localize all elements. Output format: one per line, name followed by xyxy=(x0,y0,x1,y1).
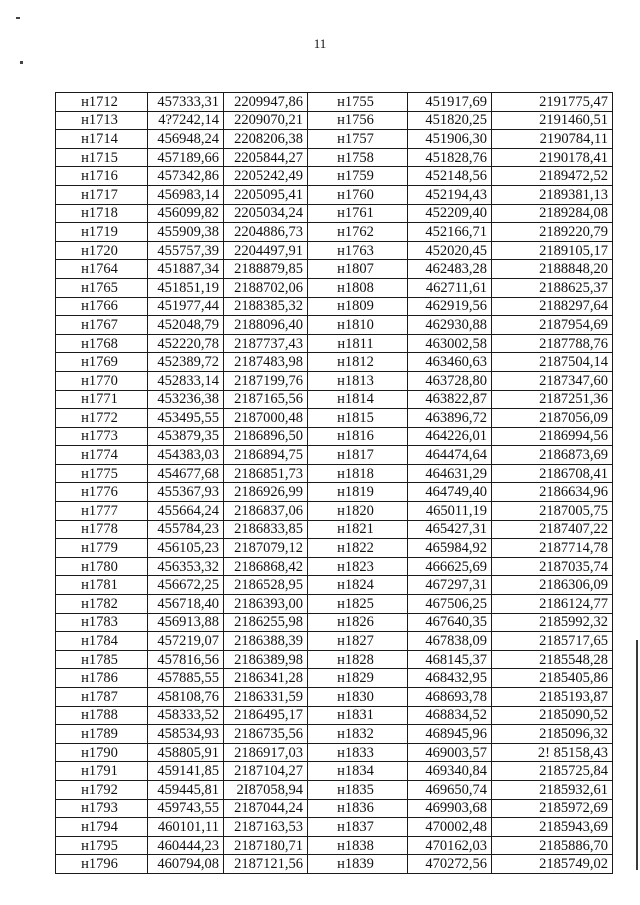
y-coordinate-cell: 2186331,59 xyxy=(224,688,308,707)
table-row xyxy=(56,446,613,465)
x-coordinate-cell: 464474,64 xyxy=(408,446,492,465)
point-id-cell: н1720 xyxy=(56,241,148,260)
table-row xyxy=(56,409,613,428)
point-id-cell: н1786 xyxy=(56,669,148,688)
y-coordinate-cell: 2186917,03 xyxy=(224,743,308,762)
point-id-cell: н1778 xyxy=(56,520,148,539)
point-id-cell: н1717 xyxy=(56,185,148,204)
y-coordinate-cell: 2187121,56 xyxy=(224,855,308,874)
page-number: 11 xyxy=(313,36,327,51)
point-id-cell: н1762 xyxy=(308,223,408,242)
x-coordinate-cell: 464749,40 xyxy=(408,483,492,502)
scan-speck xyxy=(20,61,23,64)
y-coordinate-cell: 2189284,08 xyxy=(492,204,613,223)
point-id-cell: н1792 xyxy=(56,780,148,799)
y-coordinate-cell: 2187165,56 xyxy=(224,390,308,409)
y-coordinate-cell: 2187035,74 xyxy=(492,557,613,576)
point-id-cell: н1767 xyxy=(56,316,148,335)
point-id-cell: н1759 xyxy=(308,167,408,186)
table-row xyxy=(56,390,613,409)
x-coordinate-cell: 465011,19 xyxy=(408,502,492,521)
y-coordinate-cell: 2186341,28 xyxy=(224,669,308,688)
point-id-cell: н1790 xyxy=(56,743,148,762)
x-coordinate-cell: 456099,82 xyxy=(148,204,224,223)
x-coordinate-cell: 460101,11 xyxy=(148,818,224,837)
y-coordinate-cell: 2209947,86 xyxy=(224,93,308,112)
x-coordinate-cell: 454677,68 xyxy=(148,464,224,483)
point-id-cell: н1796 xyxy=(56,855,148,874)
x-coordinate-cell: 460444,23 xyxy=(148,836,224,855)
y-coordinate-cell: 2186833,85 xyxy=(224,520,308,539)
x-coordinate-cell: 468945,96 xyxy=(408,725,492,744)
y-coordinate-cell: 2189472,52 xyxy=(492,167,613,186)
y-coordinate-cell: 2186389,98 xyxy=(224,650,308,669)
y-coordinate-cell: 2209070,21 xyxy=(224,111,308,130)
x-coordinate-cell: 456983,14 xyxy=(148,185,224,204)
y-coordinate-cell: 2I87058,94 xyxy=(224,780,308,799)
point-id-cell: н1780 xyxy=(56,557,148,576)
point-id-cell: н1775 xyxy=(56,464,148,483)
x-coordinate-cell: 452833,14 xyxy=(148,371,224,390)
y-coordinate-cell: 2187737,43 xyxy=(224,334,308,353)
point-id-cell: н1758 xyxy=(308,148,408,167)
y-coordinate-cell: 2186735,56 xyxy=(224,725,308,744)
x-coordinate-cell: 465984,92 xyxy=(408,539,492,558)
table-row xyxy=(56,595,613,614)
y-coordinate-cell: 2185972,69 xyxy=(492,799,613,818)
x-coordinate-cell: 452048,79 xyxy=(148,316,224,335)
y-coordinate-cell: 2187954,69 xyxy=(492,316,613,335)
x-coordinate-cell: 457816,56 xyxy=(148,650,224,669)
table-row xyxy=(56,427,613,446)
x-coordinate-cell: 459445,81 xyxy=(148,780,224,799)
x-coordinate-cell: 463728,80 xyxy=(408,371,492,390)
y-coordinate-cell: 2186868,42 xyxy=(224,557,308,576)
point-id-cell: н1766 xyxy=(56,297,148,316)
table-row xyxy=(56,204,613,223)
x-coordinate-cell: 451906,30 xyxy=(408,130,492,149)
x-coordinate-cell: 469340,84 xyxy=(408,762,492,781)
x-coordinate-cell: 462711,61 xyxy=(408,278,492,297)
y-coordinate-cell: 2187180,71 xyxy=(224,836,308,855)
point-id-cell: н1829 xyxy=(308,669,408,688)
table-row xyxy=(56,725,613,744)
point-id-cell: н1824 xyxy=(308,576,408,595)
point-id-cell: н1785 xyxy=(56,650,148,669)
y-coordinate-cell: 2! 85158,43 xyxy=(492,743,613,762)
x-coordinate-cell: 451917,69 xyxy=(408,93,492,112)
point-id-cell: н1784 xyxy=(56,632,148,651)
y-coordinate-cell: 2186837,06 xyxy=(224,502,308,521)
x-coordinate-cell: 469903,68 xyxy=(408,799,492,818)
table-row xyxy=(56,539,613,558)
y-coordinate-cell: 2187000,48 xyxy=(224,409,308,428)
y-coordinate-cell: 2189381,13 xyxy=(492,185,613,204)
y-coordinate-cell: 2185193,87 xyxy=(492,688,613,707)
x-coordinate-cell: 456718,40 xyxy=(148,595,224,614)
point-id-cell: н1781 xyxy=(56,576,148,595)
table-row xyxy=(56,297,613,316)
x-coordinate-cell: 469003,57 xyxy=(408,743,492,762)
x-coordinate-cell: 458108,76 xyxy=(148,688,224,707)
x-coordinate-cell: 470272,56 xyxy=(408,855,492,874)
y-coordinate-cell: 2185090,52 xyxy=(492,706,613,725)
x-coordinate-cell: 456672,25 xyxy=(148,576,224,595)
point-id-cell: н1821 xyxy=(308,520,408,539)
y-coordinate-cell: 2187199,76 xyxy=(224,371,308,390)
x-coordinate-cell: 467640,35 xyxy=(408,613,492,632)
point-id-cell: н1713 xyxy=(56,111,148,130)
x-coordinate-cell: 455664,24 xyxy=(148,502,224,521)
x-coordinate-cell: 458805,91 xyxy=(148,743,224,762)
table-row xyxy=(56,743,613,762)
point-id-cell: н1832 xyxy=(308,725,408,744)
point-id-cell: н1820 xyxy=(308,502,408,521)
point-id-cell: н1822 xyxy=(308,539,408,558)
y-coordinate-cell: 2185992,32 xyxy=(492,613,613,632)
y-coordinate-cell: 2187056,09 xyxy=(492,409,613,428)
point-id-cell: н1765 xyxy=(56,278,148,297)
x-coordinate-cell: 463822,87 xyxy=(408,390,492,409)
x-coordinate-cell: 462930,88 xyxy=(408,316,492,335)
point-id-cell: н1719 xyxy=(56,223,148,242)
x-coordinate-cell: 462483,28 xyxy=(408,260,492,279)
point-id-cell: н1808 xyxy=(308,278,408,297)
table-row xyxy=(56,278,613,297)
x-coordinate-cell: 457885,55 xyxy=(148,669,224,688)
y-coordinate-cell: 2187407,22 xyxy=(492,520,613,539)
point-id-cell: н1827 xyxy=(308,632,408,651)
y-coordinate-cell: 2187714,78 xyxy=(492,539,613,558)
x-coordinate-cell: 452209,40 xyxy=(408,204,492,223)
point-id-cell: н1787 xyxy=(56,688,148,707)
table-row xyxy=(56,223,613,242)
point-id-cell: н1718 xyxy=(56,204,148,223)
point-id-cell: н1764 xyxy=(56,260,148,279)
point-id-cell: н1812 xyxy=(308,353,408,372)
point-id-cell: н1825 xyxy=(308,595,408,614)
point-id-cell: н1769 xyxy=(56,353,148,372)
y-coordinate-cell: 2205242,49 xyxy=(224,167,308,186)
table-row xyxy=(56,576,613,595)
table-row xyxy=(56,780,613,799)
x-coordinate-cell: 4?7242,14 xyxy=(148,111,224,130)
y-coordinate-cell: 2188385,32 xyxy=(224,297,308,316)
y-coordinate-cell: 2186306,09 xyxy=(492,576,613,595)
x-coordinate-cell: 451977,44 xyxy=(148,297,224,316)
point-id-cell: н1813 xyxy=(308,371,408,390)
point-id-cell: н1793 xyxy=(56,799,148,818)
y-coordinate-cell: 2205034,24 xyxy=(224,204,308,223)
x-coordinate-cell: 452148,56 xyxy=(408,167,492,186)
x-coordinate-cell: 463002,58 xyxy=(408,334,492,353)
table-row xyxy=(56,502,613,521)
y-coordinate-cell: 2191775,47 xyxy=(492,93,613,112)
x-coordinate-cell: 455909,38 xyxy=(148,223,224,242)
y-coordinate-cell: 2186926,99 xyxy=(224,483,308,502)
y-coordinate-cell: 2187251,36 xyxy=(492,390,613,409)
table-row xyxy=(56,93,613,112)
x-coordinate-cell: 452020,45 xyxy=(408,241,492,260)
point-id-cell: н1772 xyxy=(56,409,148,428)
point-id-cell: н1823 xyxy=(308,557,408,576)
y-coordinate-cell: 2185943,69 xyxy=(492,818,613,837)
y-coordinate-cell: 2186124,77 xyxy=(492,595,613,614)
table-row xyxy=(56,464,613,483)
x-coordinate-cell: 453236,38 xyxy=(148,390,224,409)
point-id-cell: н1831 xyxy=(308,706,408,725)
y-coordinate-cell: 2186896,50 xyxy=(224,427,308,446)
table-row xyxy=(56,371,613,390)
point-id-cell: н1768 xyxy=(56,334,148,353)
x-coordinate-cell: 470162,03 xyxy=(408,836,492,855)
point-id-cell: н1814 xyxy=(308,390,408,409)
x-coordinate-cell: 456948,24 xyxy=(148,130,224,149)
y-coordinate-cell: 2189220,79 xyxy=(492,223,613,242)
table-row xyxy=(56,167,613,186)
y-coordinate-cell: 2186634,96 xyxy=(492,483,613,502)
table-row xyxy=(56,316,613,335)
y-coordinate-cell: 2188625,37 xyxy=(492,278,613,297)
x-coordinate-cell: 452220,78 xyxy=(148,334,224,353)
point-id-cell: н1761 xyxy=(308,204,408,223)
point-id-cell: н1807 xyxy=(308,260,408,279)
x-coordinate-cell: 464631,29 xyxy=(408,464,492,483)
x-coordinate-cell: 463896,72 xyxy=(408,409,492,428)
x-coordinate-cell: 468145,37 xyxy=(408,650,492,669)
y-coordinate-cell: 2188702,06 xyxy=(224,278,308,297)
point-id-cell: н1774 xyxy=(56,446,148,465)
table-row xyxy=(56,520,613,539)
x-coordinate-cell: 468834,52 xyxy=(408,706,492,725)
x-coordinate-cell: 452166,71 xyxy=(408,223,492,242)
point-id-cell: н1763 xyxy=(308,241,408,260)
x-coordinate-cell: 456105,23 xyxy=(148,539,224,558)
point-id-cell: н1834 xyxy=(308,762,408,781)
point-id-cell: н1771 xyxy=(56,390,148,409)
table-row xyxy=(56,557,613,576)
x-coordinate-cell: 457333,31 xyxy=(148,93,224,112)
point-id-cell: н1838 xyxy=(308,836,408,855)
point-id-cell: н1828 xyxy=(308,650,408,669)
x-coordinate-cell: 457219,07 xyxy=(148,632,224,651)
x-coordinate-cell: 456353,32 xyxy=(148,557,224,576)
point-id-cell: н1810 xyxy=(308,316,408,335)
x-coordinate-cell: 467838,09 xyxy=(408,632,492,651)
y-coordinate-cell: 2190178,41 xyxy=(492,148,613,167)
y-coordinate-cell: 2188096,40 xyxy=(224,316,308,335)
x-coordinate-cell: 468693,78 xyxy=(408,688,492,707)
point-id-cell: н1756 xyxy=(308,111,408,130)
table-row xyxy=(56,706,613,725)
table-row xyxy=(56,613,613,632)
point-id-cell: н1837 xyxy=(308,818,408,837)
y-coordinate-cell: 2204886,73 xyxy=(224,223,308,242)
point-id-cell: н1811 xyxy=(308,334,408,353)
table-row xyxy=(56,148,613,167)
x-coordinate-cell: 464226,01 xyxy=(408,427,492,446)
x-coordinate-cell: 451820,25 xyxy=(408,111,492,130)
point-id-cell: н1833 xyxy=(308,743,408,762)
y-coordinate-cell: 2187104,27 xyxy=(224,762,308,781)
x-coordinate-cell: 451851,19 xyxy=(148,278,224,297)
x-coordinate-cell: 455784,23 xyxy=(148,520,224,539)
table-row xyxy=(56,650,613,669)
point-id-cell: н1788 xyxy=(56,706,148,725)
y-coordinate-cell: 2188297,64 xyxy=(492,297,613,316)
x-coordinate-cell: 452194,43 xyxy=(408,185,492,204)
y-coordinate-cell: 2185932,61 xyxy=(492,780,613,799)
x-coordinate-cell: 454383,03 xyxy=(148,446,224,465)
point-id-cell: н1815 xyxy=(308,409,408,428)
y-coordinate-cell: 2189105,17 xyxy=(492,241,613,260)
scan-edge-line xyxy=(636,640,638,870)
table-row xyxy=(56,185,613,204)
table-row xyxy=(56,260,613,279)
table-row xyxy=(56,130,613,149)
y-coordinate-cell: 2187483,98 xyxy=(224,353,308,372)
point-id-cell: н1816 xyxy=(308,427,408,446)
point-id-cell: н1716 xyxy=(56,167,148,186)
x-coordinate-cell: 457342,86 xyxy=(148,167,224,186)
point-id-cell: н1776 xyxy=(56,483,148,502)
y-coordinate-cell: 2190784,11 xyxy=(492,130,613,149)
point-id-cell: н1791 xyxy=(56,762,148,781)
coordinates-table xyxy=(55,92,613,874)
y-coordinate-cell: 2191460,51 xyxy=(492,111,613,130)
x-coordinate-cell: 470002,48 xyxy=(408,818,492,837)
point-id-cell: н1760 xyxy=(308,185,408,204)
y-coordinate-cell: 2186255,98 xyxy=(224,613,308,632)
point-id-cell: н1714 xyxy=(56,130,148,149)
y-coordinate-cell: 2208206,38 xyxy=(224,130,308,149)
table-row xyxy=(56,353,613,372)
x-coordinate-cell: 460794,08 xyxy=(148,855,224,874)
x-coordinate-cell: 467297,31 xyxy=(408,576,492,595)
x-coordinate-cell: 459743,55 xyxy=(148,799,224,818)
table-row xyxy=(56,855,613,874)
y-coordinate-cell: 2187504,14 xyxy=(492,353,613,372)
point-id-cell: н1770 xyxy=(56,371,148,390)
y-coordinate-cell: 2185548,28 xyxy=(492,650,613,669)
x-coordinate-cell: 456913,88 xyxy=(148,613,224,632)
point-id-cell: н1835 xyxy=(308,780,408,799)
point-id-cell: н1782 xyxy=(56,595,148,614)
table-row xyxy=(56,111,613,130)
y-coordinate-cell: 2185096,32 xyxy=(492,725,613,744)
y-coordinate-cell: 2205844,27 xyxy=(224,148,308,167)
point-id-cell: н1773 xyxy=(56,427,148,446)
x-coordinate-cell: 463460,63 xyxy=(408,353,492,372)
y-coordinate-cell: 2204497,91 xyxy=(224,241,308,260)
table-row xyxy=(56,836,613,855)
y-coordinate-cell: 2188848,20 xyxy=(492,260,613,279)
y-coordinate-cell: 2186894,75 xyxy=(224,446,308,465)
y-coordinate-cell: 2187044,24 xyxy=(224,799,308,818)
y-coordinate-cell: 2186994,56 xyxy=(492,427,613,446)
point-id-cell: н1839 xyxy=(308,855,408,874)
x-coordinate-cell: 453879,35 xyxy=(148,427,224,446)
x-coordinate-cell: 465427,31 xyxy=(408,520,492,539)
point-id-cell: н1712 xyxy=(56,93,148,112)
point-id-cell: н1777 xyxy=(56,502,148,521)
y-coordinate-cell: 2186851,73 xyxy=(224,464,308,483)
y-coordinate-cell: 2186495,17 xyxy=(224,706,308,725)
x-coordinate-cell: 455367,93 xyxy=(148,483,224,502)
y-coordinate-cell: 2187005,75 xyxy=(492,502,613,521)
x-coordinate-cell: 451828,76 xyxy=(408,148,492,167)
point-id-cell: н1826 xyxy=(308,613,408,632)
y-coordinate-cell: 2187347,60 xyxy=(492,371,613,390)
point-id-cell: н1830 xyxy=(308,688,408,707)
point-id-cell: н1809 xyxy=(308,297,408,316)
y-coordinate-cell: 2186708,41 xyxy=(492,464,613,483)
x-coordinate-cell: 458333,52 xyxy=(148,706,224,725)
y-coordinate-cell: 2186873,69 xyxy=(492,446,613,465)
y-coordinate-cell: 2185717,65 xyxy=(492,632,613,651)
table-row xyxy=(56,669,613,688)
x-coordinate-cell: 466625,69 xyxy=(408,557,492,576)
point-id-cell: н1819 xyxy=(308,483,408,502)
x-coordinate-cell: 468432,95 xyxy=(408,669,492,688)
point-id-cell: н1818 xyxy=(308,464,408,483)
point-id-cell: н1715 xyxy=(56,148,148,167)
y-coordinate-cell: 2186388,39 xyxy=(224,632,308,651)
point-id-cell: н1836 xyxy=(308,799,408,818)
table-row xyxy=(56,762,613,781)
table-row xyxy=(56,483,613,502)
table-row xyxy=(56,334,613,353)
x-coordinate-cell: 469650,74 xyxy=(408,780,492,799)
point-id-cell: н1794 xyxy=(56,818,148,837)
y-coordinate-cell: 2205095,41 xyxy=(224,185,308,204)
x-coordinate-cell: 458534,93 xyxy=(148,725,224,744)
x-coordinate-cell: 451887,34 xyxy=(148,260,224,279)
y-coordinate-cell: 2186393,00 xyxy=(224,595,308,614)
table-row xyxy=(56,818,613,837)
table-row xyxy=(56,688,613,707)
y-coordinate-cell: 2185405,86 xyxy=(492,669,613,688)
point-id-cell: н1783 xyxy=(56,613,148,632)
point-id-cell: н1795 xyxy=(56,836,148,855)
y-coordinate-cell: 2185749,02 xyxy=(492,855,613,874)
point-id-cell: н1789 xyxy=(56,725,148,744)
x-coordinate-cell: 457189,66 xyxy=(148,148,224,167)
table-row xyxy=(56,241,613,260)
y-coordinate-cell: 2185886,70 xyxy=(492,836,613,855)
y-coordinate-cell: 2185725,84 xyxy=(492,762,613,781)
x-coordinate-cell: 462919,56 xyxy=(408,297,492,316)
y-coordinate-cell: 2186528,95 xyxy=(224,576,308,595)
x-coordinate-cell: 453495,55 xyxy=(148,409,224,428)
point-id-cell: н1817 xyxy=(308,446,408,465)
point-id-cell: н1779 xyxy=(56,539,148,558)
point-id-cell: н1755 xyxy=(308,93,408,112)
x-coordinate-cell: 467506,25 xyxy=(408,595,492,614)
table-row xyxy=(56,799,613,818)
table-row xyxy=(56,632,613,651)
y-coordinate-cell: 2187788,76 xyxy=(492,334,613,353)
y-coordinate-cell: 2187079,12 xyxy=(224,539,308,558)
x-coordinate-cell: 459141,85 xyxy=(148,762,224,781)
scan-speck xyxy=(16,17,20,19)
y-coordinate-cell: 2188879,85 xyxy=(224,260,308,279)
point-id-cell: н1757 xyxy=(308,130,408,149)
x-coordinate-cell: 455757,39 xyxy=(148,241,224,260)
y-coordinate-cell: 2187163,53 xyxy=(224,818,308,837)
x-coordinate-cell: 452389,72 xyxy=(148,353,224,372)
